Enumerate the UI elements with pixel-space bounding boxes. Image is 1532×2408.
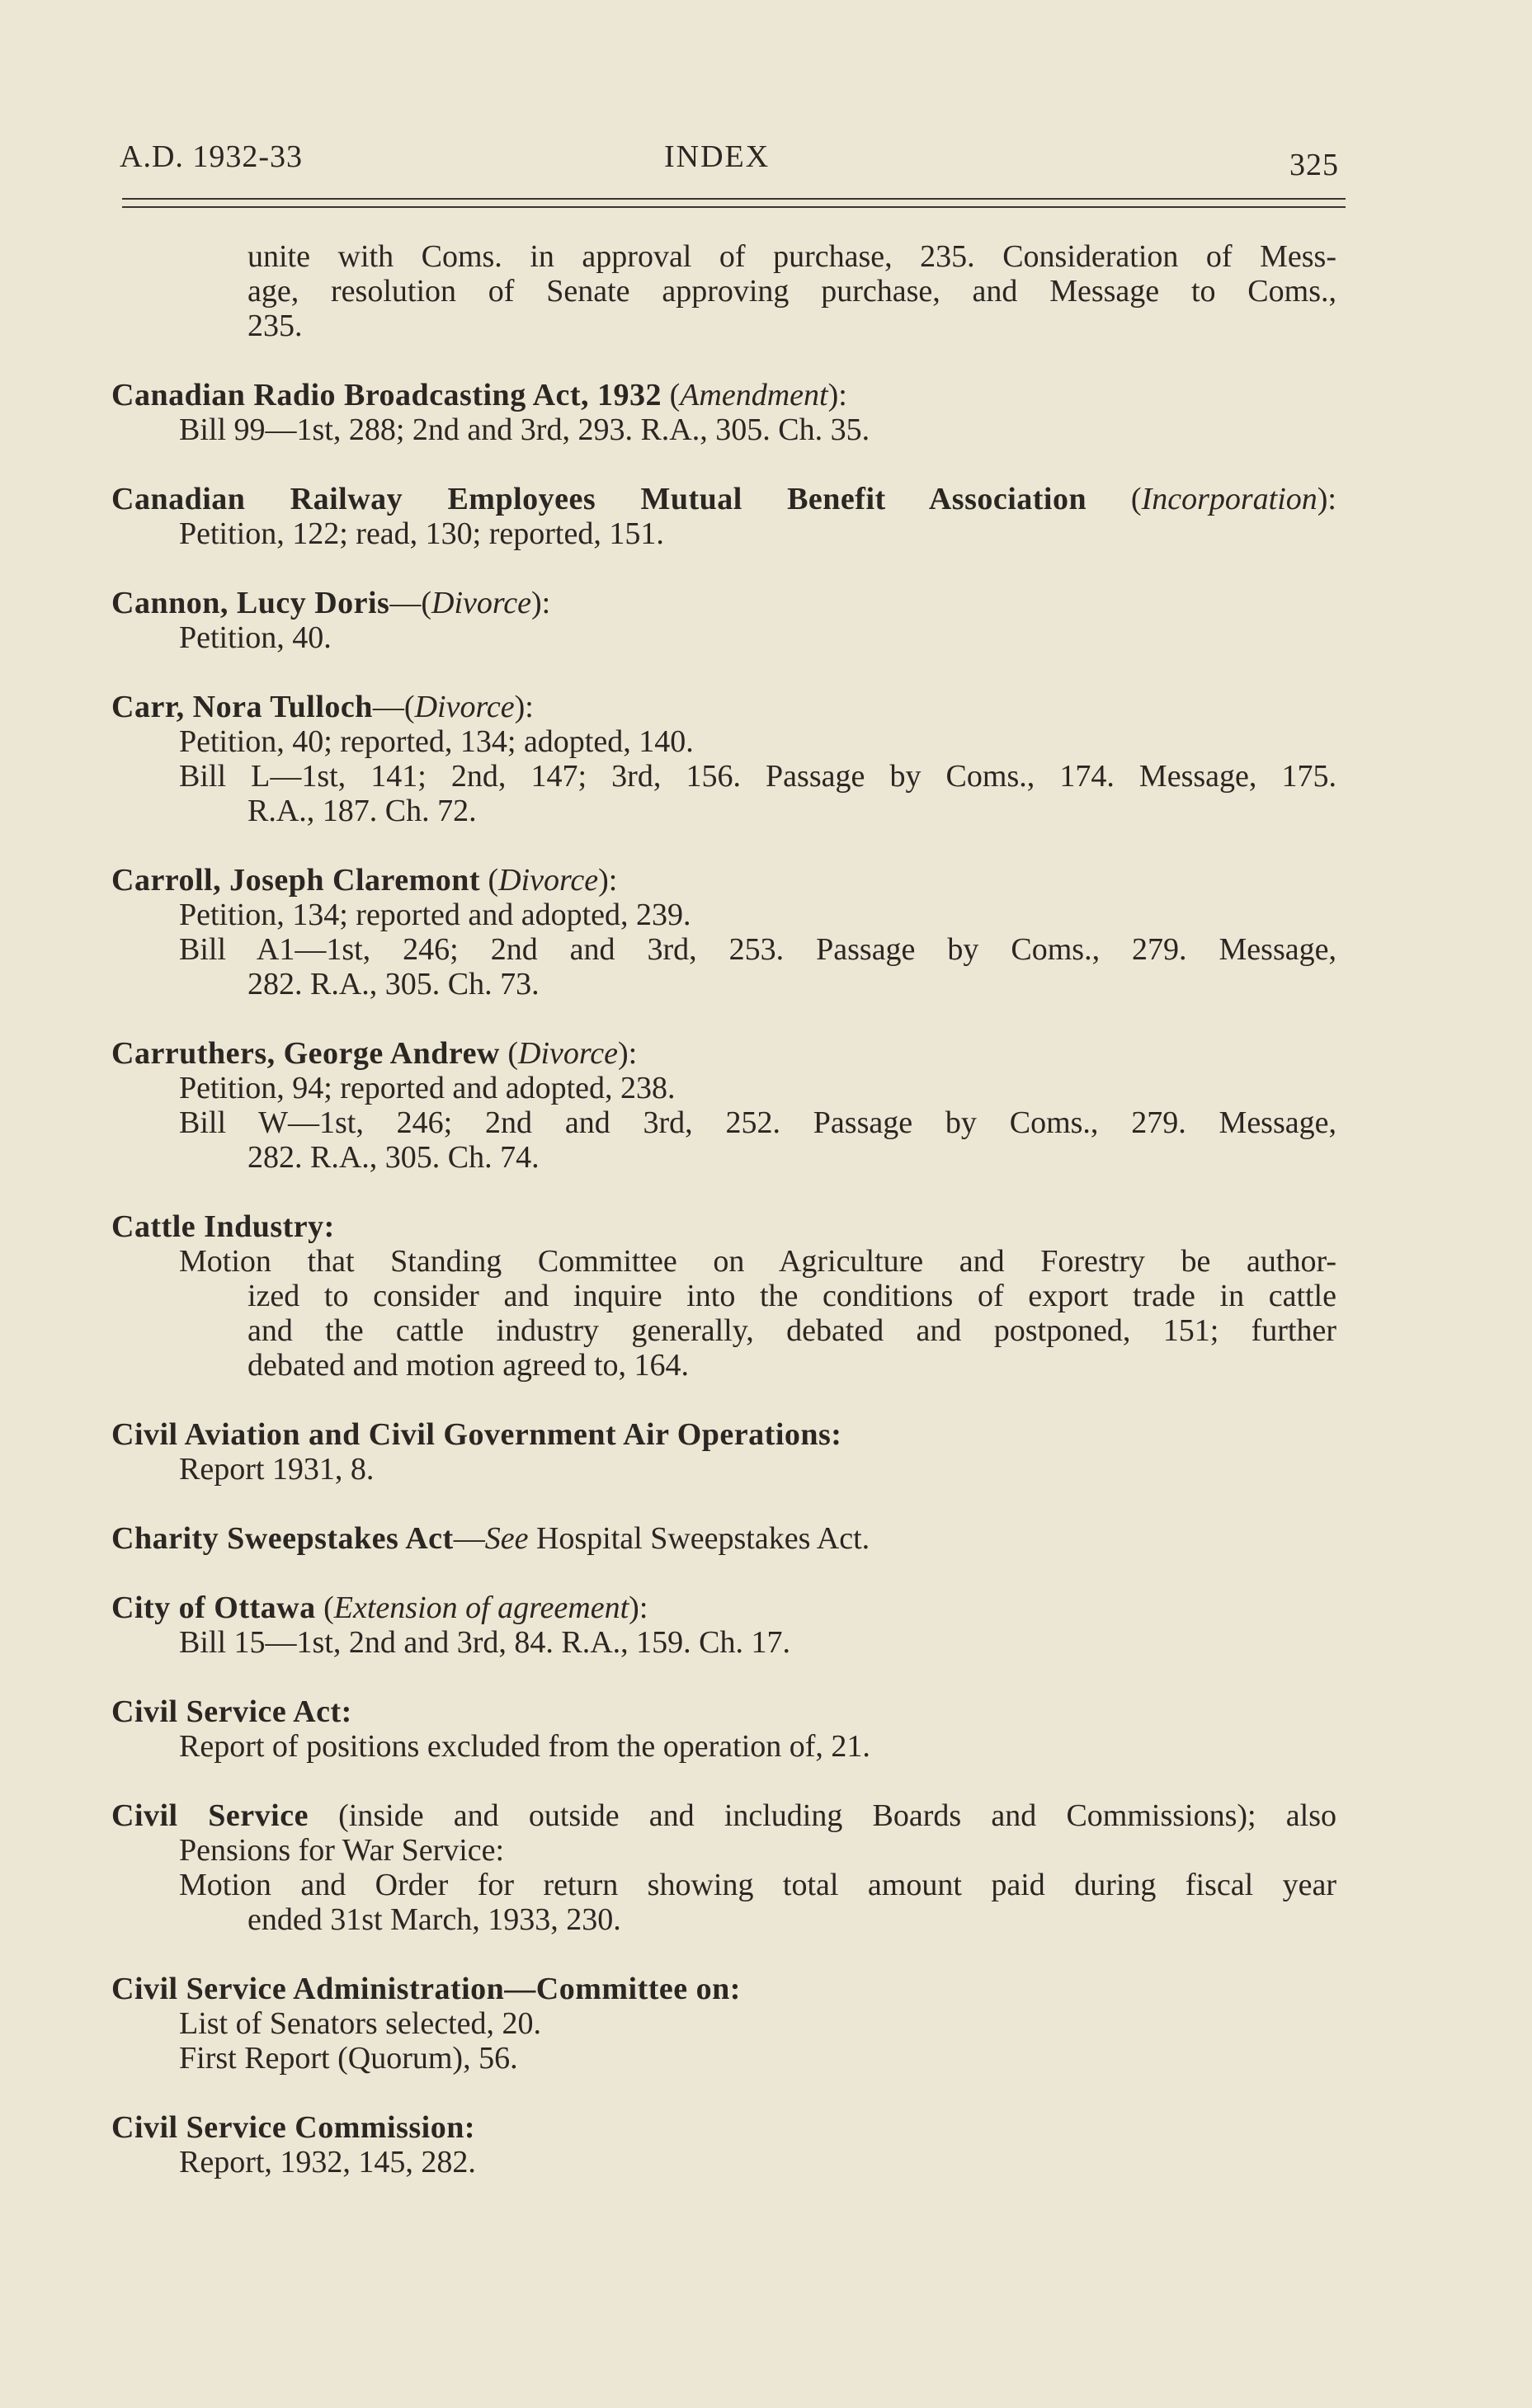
entry-text: (inside and outside and including Boards and Commissions); also [308, 1798, 1336, 1833]
entry-line [179, 1071, 1336, 1105]
entry-text: Petition, 134; reported and adopted, 239. [179, 898, 691, 932]
entry-text: Motion that Standing Committee on Agriculture and Forestry be author- [179, 1244, 1336, 1279]
entry-subject: Civil Aviation and Civil Government Air Operations: [111, 1417, 842, 1452]
entry-text: debated and motion agreed to, 164. [247, 1348, 690, 1383]
entry-text: ): [629, 1590, 648, 1625]
index-entry [111, 1209, 1336, 1383]
entry-subject: Carr, Nora Tulloch [111, 690, 373, 724]
entry-text: ): [827, 378, 847, 412]
entry-text: Motion and Order for return showing total amount paid during fiscal year [179, 1868, 1336, 1902]
index-entry [111, 2110, 1336, 2179]
entry-line [247, 794, 1336, 828]
entry-text: ( [662, 378, 681, 412]
entry-text: Bill L—1st, 141; 2nd, 147; 3rd, 156. Passage by Coms., 174. Message, 175. [179, 759, 1336, 794]
entry-heading [111, 863, 1336, 898]
entry-subject: Cattle Industry: [111, 1209, 335, 1244]
entry-line [179, 2006, 1336, 2041]
entry-subject: Civil Service Administration—Committee on: [111, 1972, 741, 2006]
entry-text: — [453, 1521, 485, 1556]
entry-line [179, 412, 1336, 447]
entry-text: Petition, 122; read, 130; reported, 151. [179, 516, 664, 551]
entry-text: and the cattle industry generally, debated and postponed, 151; further [247, 1313, 1336, 1348]
entry-text: 235. [247, 309, 303, 343]
header-year: A.D. 1932-33 [120, 139, 304, 174]
entry-line [179, 1105, 1336, 1140]
entry-text: —( [372, 690, 415, 724]
entry-qualifier: Divorce [518, 1036, 619, 1071]
entry-text: Bill W—1st, 246; 2nd and 3rd, 252. Passage by Coms., 279. Message, [179, 1105, 1336, 1140]
entry-text: ): [618, 1036, 638, 1071]
page-number: 325 [1289, 148, 1339, 182]
index-entry [111, 1694, 1336, 1764]
index-entry [111, 1590, 1336, 1660]
index-entry [111, 690, 1336, 828]
index-entry [111, 482, 1336, 551]
entry-heading [111, 482, 1336, 516]
entry-line [247, 309, 1336, 343]
entry-line [179, 2145, 1336, 2179]
entry-subject: Carroll, Joseph Claremont [111, 863, 481, 898]
header-rule-bottom [122, 206, 1346, 208]
entry-heading [111, 2110, 1336, 2145]
entry-line [179, 724, 1336, 759]
entry-text: ( [480, 863, 499, 898]
entry-text: ): [598, 863, 618, 898]
entry-line [179, 516, 1336, 551]
entry-line [247, 1279, 1336, 1313]
entry-text: ): [514, 690, 534, 724]
entry-text: ( [499, 1036, 519, 1071]
entry-heading [111, 586, 1336, 620]
entry-subject: Civil Service [111, 1798, 309, 1833]
entry-subject: Charity Sweepstakes Act [111, 1521, 454, 1556]
entry-line [247, 1313, 1336, 1348]
entry-line [179, 932, 1336, 967]
entry-text: age, resolution of Senate approving purchase, and Message to Coms., [247, 274, 1336, 309]
entry-text: Report 1931, 8. [179, 1452, 375, 1487]
index-entry [111, 863, 1336, 1001]
entry-line [179, 2041, 1336, 2076]
entry-subject: City of Ottawa [111, 1590, 316, 1625]
entry-line [247, 1348, 1336, 1383]
entry-text: Bill A1—1st, 246; 2nd and 3rd, 253. Passage by Coms., 279. Message, [179, 932, 1336, 967]
index-entry [111, 586, 1336, 655]
entry-text: Pensions for War Service: [179, 1833, 505, 1868]
entry-text: 282. R.A., 305. Ch. 74. [247, 1140, 540, 1175]
entry-line [247, 239, 1336, 274]
entry-qualifier: Divorce [498, 863, 599, 898]
entry-text: Petition, 94; reported and adopted, 238. [179, 1071, 676, 1105]
entry-heading [111, 1521, 1336, 1556]
entry-qualifier: Divorce [431, 586, 531, 620]
entry-qualifier: Amendment [680, 378, 828, 412]
entry-heading [111, 1590, 1336, 1625]
index-entries [111, 239, 1336, 2214]
entry-text: ): [1317, 482, 1336, 516]
entry-subject: Canadian Railway Employees Mutual Benefit Association [111, 482, 1087, 516]
entry-line [179, 1244, 1336, 1279]
entry-text: —( [389, 586, 431, 620]
entry-text: List of Senators selected, 20. [179, 2006, 542, 2041]
index-entry [111, 239, 1336, 343]
entry-line [179, 1833, 1336, 1868]
entry-qualifier: Incorporation [1141, 482, 1318, 516]
header-title: INDEX [664, 139, 771, 174]
entry-qualifier: Divorce [414, 690, 515, 724]
entry-text: ( [315, 1590, 334, 1625]
entry-subject: Carruthers, George Andrew [111, 1036, 500, 1071]
entry-text: Report, 1932, 145, 282. [179, 2145, 476, 2179]
entry-heading [111, 1417, 1336, 1452]
entry-subject: Civil Service Act: [111, 1694, 352, 1729]
entry-heading [111, 1209, 1336, 1244]
entry-heading [111, 1972, 1336, 2006]
entry-line [179, 620, 1336, 655]
entry-line [247, 1140, 1336, 1175]
entry-text: ): [530, 586, 551, 620]
entry-line [179, 1452, 1336, 1487]
index-entry [111, 1798, 1336, 1937]
entry-subject: Civil Service Commission: [111, 2110, 476, 2145]
entry-text: ized to consider and inquire into the conditions of export trade in cattle [247, 1279, 1336, 1313]
index-entry [111, 1036, 1336, 1175]
entry-line [179, 1868, 1336, 1902]
page-header [120, 139, 1341, 188]
entry-text: Petition, 40. [179, 620, 332, 655]
entry-text: Report of positions excluded from the operation of, 21. [179, 1729, 870, 1764]
entry-line [247, 1902, 1336, 1937]
entry-heading [111, 690, 1336, 724]
entry-text: R.A., 187. Ch. 72. [247, 794, 477, 828]
entry-subject: Canadian Radio Broadcasting Act, 1932 [111, 378, 662, 412]
entry-text: Petition, 40; reported, 134; adopted, 140. [179, 724, 694, 759]
entry-line [179, 898, 1336, 932]
entry-line [179, 1625, 1336, 1660]
entry-text: ( [1087, 482, 1142, 516]
entry-heading [111, 1798, 1336, 1833]
entry-line [179, 1729, 1336, 1764]
index-entry [111, 1972, 1336, 2076]
entry-text: Bill 99—1st, 288; 2nd and 3rd, 293. R.A., 305. Ch. 35. [179, 412, 870, 447]
entry-text: ended 31st March, 1933, 230. [247, 1902, 621, 1937]
entry-text: unite with Coms. in approval of purchase, 235. Consideration of Mess- [247, 239, 1336, 274]
entry-text: First Report (Quorum), 56. [179, 2041, 518, 2076]
entry-text: 282. R.A., 305. Ch. 73. [247, 967, 540, 1001]
index-entry [111, 1521, 1336, 1556]
entry-line [179, 759, 1336, 794]
entry-line [247, 967, 1336, 1001]
entry-text: Bill 15—1st, 2nd and 3rd, 84. R.A., 159. Ch. 17. [179, 1625, 791, 1660]
entry-qualifier: See [484, 1521, 529, 1556]
entry-subject: Cannon, Lucy Doris [111, 586, 390, 620]
index-entry [111, 378, 1336, 447]
entry-text: Hospital Sweepstakes Act. [528, 1521, 870, 1556]
entry-qualifier: Extension of agreement [333, 1590, 629, 1625]
entry-heading [111, 378, 1336, 412]
index-entry [111, 1417, 1336, 1487]
entry-line [247, 274, 1336, 309]
entry-heading [111, 1694, 1336, 1729]
entry-heading [111, 1036, 1336, 1071]
header-rule-top [122, 198, 1346, 200]
